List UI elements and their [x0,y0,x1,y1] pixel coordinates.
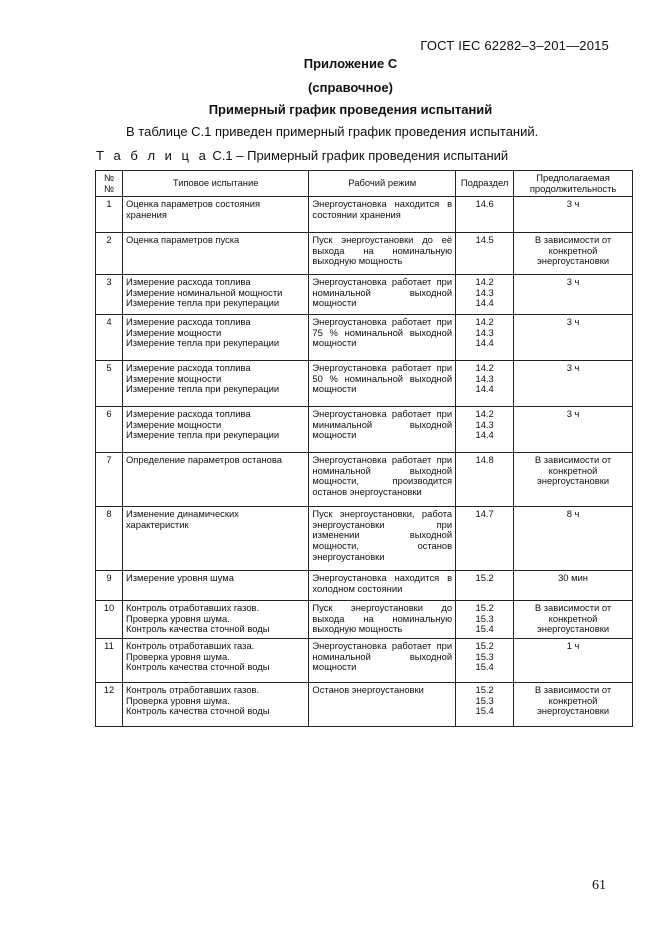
table-row [96,275,633,315]
cell-duration: 3 ч [514,407,633,453]
cell-test [122,639,308,683]
test-line: Проверка уровня шума. [125,612,230,624]
section-line: 14.4 [475,429,494,441]
section-line: 14.4 [475,383,494,395]
cell-mode: Пуск энергоустановки до её выхода на номинальную выходную мощность [309,233,456,275]
cell-number: 1 [96,197,123,233]
test-line: Изменение динамических [125,508,239,520]
cell-duration: В зависимости от конкретной энергоустановки [514,601,633,639]
cell-number: 2 [96,233,123,275]
caption-text: С.1 – Примерный график проведения испытаний [208,148,509,163]
cell-section [456,601,514,639]
section-line: 14.8 [475,454,494,466]
test-line: Измерение тепла при рекуперации [125,297,280,309]
test-line: Проверка уровня шума. [125,694,230,706]
test-line: Измерение расхода топлива [125,408,251,420]
cell-section [456,233,514,275]
table-body [96,197,633,727]
cell-section [456,639,514,683]
cell-section [456,571,514,601]
section-line: 15.3 [475,694,494,706]
cell-section [456,315,514,361]
test-line: хранения [125,208,167,220]
section-line: 14.4 [475,337,494,349]
cell-duration: 1 ч [514,639,633,683]
test-line: Оценка параметров состояния [125,198,261,210]
cell-duration: 3 ч [514,197,633,233]
cell-section [456,683,514,727]
cell-mode: Энергоустановка находится в состоянии хранения [309,197,456,233]
table-row [96,233,633,275]
table-row [96,683,633,727]
column-header-section: Подраздел [456,171,514,197]
cell-mode: Пуск энергоустановки, работа энергоустановки при изменении выходной мощности, останов энергоустановки [309,507,456,571]
cell-mode: Энергоустановка находится в холодном состоянии [309,571,456,601]
cell-test [122,361,308,407]
cell-number: 5 [96,361,123,407]
table-row [96,407,633,453]
test-line: характеристик [125,518,189,530]
section-line: 14.3 [475,326,494,338]
column-header-duration: Предполагаемая продолжительность [514,171,633,197]
cell-mode: Энергоустановка работает при номинальной выходной мощности [309,639,456,683]
section-line: 15.2 [475,640,494,652]
test-line: Измерение номинальной мощности [125,286,283,298]
test-line: Измерение тепла при рекуперации [125,337,280,349]
cell-test [122,601,308,639]
table-caption [96,148,508,163]
table-row [96,315,633,361]
cell-mode: Энергоустановка работает при минимальной выходной мощности [309,407,456,453]
cell-number: 7 [96,453,123,507]
table-row [96,197,633,233]
table-row [96,571,633,601]
cell-test [122,275,308,315]
column-header-mode: Рабочий режим [309,171,456,197]
cell-test [122,571,308,601]
cell-number: 4 [96,315,123,361]
appendix-heading: Примерный график проведения испытаний [208,102,493,117]
cell-test [122,197,308,233]
test-line: Измерение расхода топлива [125,276,251,288]
cell-mode: Энергоустановка работает при номинальной выходной мощности [309,275,456,315]
cell-number: 11 [96,639,123,683]
caption-label: Т а б л и ц а [96,148,209,163]
cell-duration: В зависимости от конкретной энергоустановки [514,453,633,507]
cell-number: 3 [96,275,123,315]
test-schedule-table [95,170,633,727]
test-line: Проверка уровня шума. [125,650,230,662]
cell-mode: Энергоустановка работает при 75 % номинальной выходной мощности [309,315,456,361]
cell-section [456,361,514,407]
cell-number: 8 [96,507,123,571]
test-line: Измерение тепла при рекуперации [125,429,280,441]
test-line: Контроль отработавших газов. [125,602,260,614]
cell-test [122,453,308,507]
test-line: Определение параметров останова [125,454,282,466]
section-line: 14.2 [475,316,494,328]
section-line: 15.4 [475,623,494,635]
section-line: 14.3 [475,418,494,430]
test-line: Измерение тепла при рекуперации [125,383,280,395]
cell-test [122,315,308,361]
cell-test [122,507,308,571]
cell-section [456,197,514,233]
document-code: ГОСТ IEC 62282–3–201—2015 [420,38,609,53]
cell-mode: Энергоустановка работает при номинальной выходной мощности, производится останов энергоустановки [309,453,456,507]
cell-duration: 3 ч [514,275,633,315]
test-line: Измерение расхода топлива [125,316,251,328]
cell-duration: 30 мин [514,571,633,601]
table-row [96,507,633,571]
table-row [96,639,633,683]
cell-duration: 3 ч [514,361,633,407]
test-line: Оценка параметров пуска [125,234,240,246]
cell-section [456,453,514,507]
section-line: 14.3 [475,372,494,384]
cell-number: 9 [96,571,123,601]
appendix-title: Приложение С [303,56,398,71]
table-row [96,453,633,507]
test-line: Контроль отработавших газа. [125,640,255,652]
cell-number: 12 [96,683,123,727]
section-line: 14.2 [475,276,494,288]
test-line: Контроль качества сточной воды [125,705,270,717]
test-line: Измерение расхода топлива [125,362,251,374]
cell-number: 10 [96,601,123,639]
section-line: 14.3 [475,286,494,298]
table-header-row [96,171,633,197]
test-line: Измерение мощности [125,372,222,384]
cell-test [122,683,308,727]
section-line: 14.2 [475,362,494,374]
test-line: Контроль отработавших газов. [125,684,260,696]
column-header-test: Типовое испытание [122,171,308,197]
section-line: 14.7 [475,508,494,520]
intro-paragraph: В таблице С.1 приведен примерный график проведения испытаний. [126,124,539,139]
table-row [96,601,633,639]
test-line: Контроль качества сточной воды [125,661,270,673]
section-line: 15.3 [475,612,494,624]
cell-duration: В зависимости от конкретной энергоустановки [514,683,633,727]
section-line: 15.4 [475,661,494,673]
section-line: 15.2 [475,684,494,696]
cell-mode: Останов энергоустановки [309,683,456,727]
cell-mode: Энергоустановка работает при 50 % номинальной выходной мощности [309,361,456,407]
appendix-type: (справочное) [308,80,393,95]
cell-section [456,275,514,315]
cell-duration: В зависимости от конкретной энергоустановки [514,233,633,275]
section-line: 14.2 [475,408,494,420]
section-line: 14.4 [475,297,494,309]
cell-duration: 3 ч [514,315,633,361]
cell-section [456,407,514,453]
cell-section [456,507,514,571]
table-row [96,361,633,407]
column-header-number: №№ [96,171,123,197]
section-line: 15.2 [475,602,494,614]
cell-mode: Пуск энергоустановки до выхода на номинальную выходную мощность [309,601,456,639]
test-line: Измерение мощности [125,418,222,430]
cell-duration: 8 ч [514,507,633,571]
section-line: 15.3 [475,650,494,662]
section-line: 14.5 [475,234,494,246]
section-line: 15.4 [475,705,494,717]
test-line: Контроль качества сточной воды [125,623,270,635]
section-line: 15.2 [475,572,494,584]
section-line: 14.6 [475,198,494,210]
test-line: Измерение уровня шума [125,572,234,584]
cell-number: 6 [96,407,123,453]
test-line: Измерение мощности [125,326,222,338]
page-number: 61 [592,878,606,893]
cell-test [122,233,308,275]
cell-test [122,407,308,453]
